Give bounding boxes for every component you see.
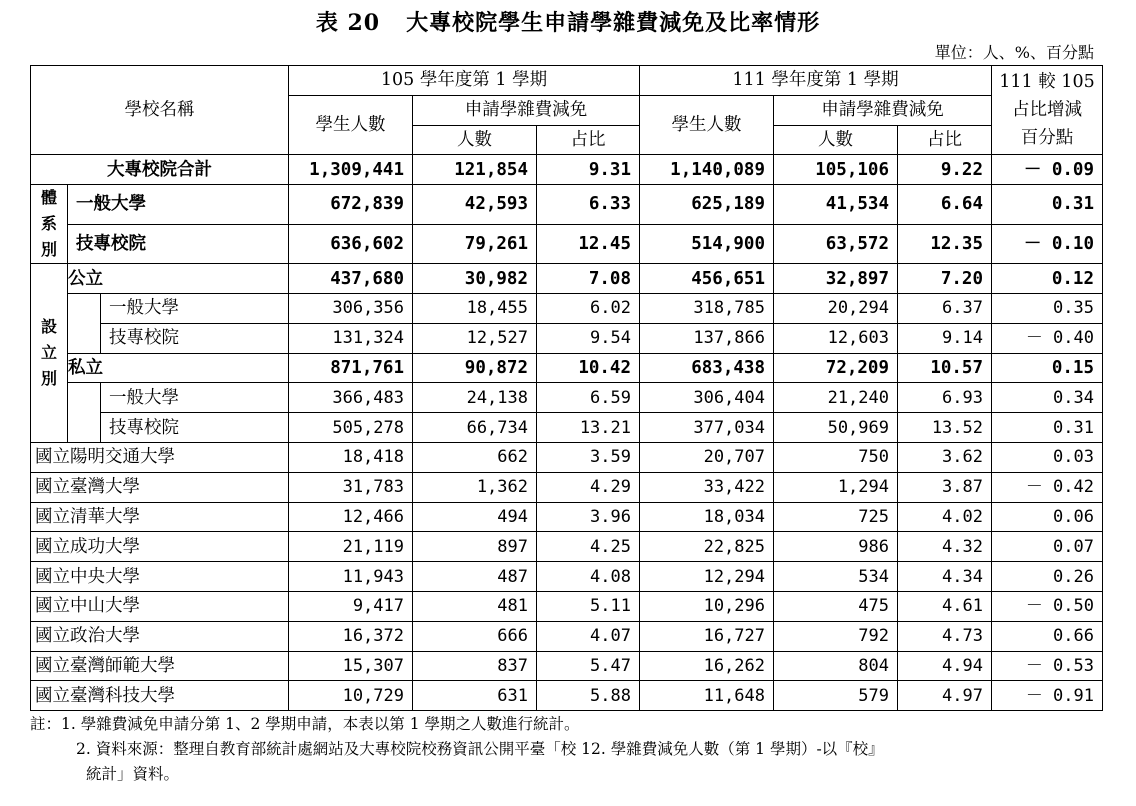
cell-s105: 11,943 [289,562,413,592]
cell-a105: 662 [413,442,537,472]
table-title [0,6,1136,37]
cell-s111: 16,727 [640,621,774,651]
row-label: 一般大學 [68,185,289,225]
cell-r105: 3.59 [537,442,640,472]
cell-a105: 66,734 [413,413,537,443]
cell-a105: 79,261 [413,224,537,264]
cell-s105: 505,278 [289,413,413,443]
side-label-establish [31,264,68,443]
cell-a111: 725 [774,502,898,532]
cell-s105: 437,680 [289,264,413,294]
cell-s111: 20,707 [640,442,774,472]
cell-r111: 6.64 [898,185,992,225]
cell-r111: 9.14 [898,323,992,353]
cell-r111: 6.93 [898,383,992,413]
cell-a105: 631 [413,681,537,711]
table-row [31,353,1103,383]
unit-label: 單位：人、%、百分點 [934,43,1094,62]
cell-r111: 4.73 [898,621,992,651]
cell-diff: － 0.10 [992,224,1103,264]
cell-a105: 487 [413,562,537,592]
header-diff [992,66,1103,155]
cell-diff: 0.31 [992,413,1103,443]
row-label: 國立臺灣師範大學 [31,651,289,681]
cell-s111: 514,900 [640,224,774,264]
table-row [31,224,1103,264]
cell-s105: 15,307 [289,651,413,681]
cell-s105: 366,483 [289,383,413,413]
cell-diff: － 0.42 [992,472,1103,502]
cell-diff: 0.31 [992,185,1103,225]
cell-s111: 456,651 [640,264,774,294]
cell-r105: 10.42 [537,353,640,383]
row-label: 技專校院 [101,413,289,443]
cell-r111: 4.94 [898,651,992,681]
cell-s105: 21,119 [289,532,413,562]
cell-diff: 0.07 [992,532,1103,562]
table-title-text: 大專校院學生申請學雜費減免及比率情形 [406,10,821,36]
table-row [31,532,1103,562]
row-label: 國立中山大學 [31,591,289,621]
row-label: 私立 [68,353,289,383]
row-label: 技專校院 [101,323,289,353]
table-row [31,185,1103,225]
cell-s105: 672,839 [289,185,413,225]
table-row [31,323,1103,353]
table-row [31,651,1103,681]
cell-r105: 6.59 [537,383,640,413]
table-row [31,562,1103,592]
cell-s105: 871,761 [289,353,413,383]
row-label: 大專校院合計 [31,155,289,185]
cell-a105: 12,527 [413,323,537,353]
side-label-system [31,185,68,264]
table-row [31,264,1103,294]
cell-r111: 4.02 [898,502,992,532]
row-label: 國立清華大學 [31,502,289,532]
header-students-105: 學生人數 [289,95,413,155]
cell-r105: 5.88 [537,681,640,711]
cell-s111: 318,785 [640,293,774,323]
cell-a105: 1,362 [413,472,537,502]
cell-diff: 0.66 [992,621,1103,651]
header-ratio-111: 占比 [898,125,992,155]
table-row [31,681,1103,711]
cell-a111: 750 [774,442,898,472]
header-students-111: 學生人數 [640,95,774,155]
cell-r105: 9.31 [537,155,640,185]
cell-r105: 6.02 [537,293,640,323]
cell-a111: 804 [774,651,898,681]
cell-r111: 3.62 [898,442,992,472]
cell-s111: 137,866 [640,323,774,353]
cell-s111: 33,422 [640,472,774,502]
cell-r111: 9.22 [898,155,992,185]
header-diff-line1: 111 較 105 [999,72,1095,93]
table-number: 表 20 [315,10,381,36]
footnote-1: 註：1. 學雜費減免申請分第 1、2 學期申請，本表以第 1 學期之人數進行統計。 [30,715,580,733]
cell-a105: 897 [413,532,537,562]
cell-s111: 10,296 [640,591,774,621]
cell-a105: 837 [413,651,537,681]
header-count-105: 人數 [413,125,537,155]
cell-a111: 32,897 [774,264,898,294]
cell-r105: 4.25 [537,532,640,562]
cell-s111: 22,825 [640,532,774,562]
cell-r105: 12.45 [537,224,640,264]
cell-a105: 481 [413,591,537,621]
row-label: 一般大學 [101,293,289,323]
cell-r105: 3.96 [537,502,640,532]
footnotes [30,712,884,787]
cell-s111: 1,140,089 [640,155,774,185]
header-ratio-105: 占比 [537,125,640,155]
row-label: 國立中央大學 [31,562,289,592]
cell-s105: 131,324 [289,323,413,353]
cell-a111: 475 [774,591,898,621]
cell-s111: 306,404 [640,383,774,413]
cell-diff: 0.15 [992,353,1103,383]
cell-s105: 306,356 [289,293,413,323]
side-label-system-text: 體系別 [40,188,57,260]
cell-r105: 4.29 [537,472,640,502]
cell-s105: 16,372 [289,621,413,651]
cell-diff: 0.35 [992,293,1103,323]
cell-r105: 9.54 [537,323,640,353]
cell-diff: 0.12 [992,264,1103,294]
cell-diff: 0.34 [992,383,1103,413]
row-label: 國立成功大學 [31,532,289,562]
header-period-105: 105 學年度第 1 學期 [289,66,640,96]
cell-r105: 4.07 [537,621,640,651]
header-diff-line3: 百分點 [1020,128,1074,149]
cell-s111: 12,294 [640,562,774,592]
cell-a111: 20,294 [774,293,898,323]
cell-diff: 0.03 [992,442,1103,472]
cell-r111: 4.34 [898,562,992,592]
cell-r111: 13.52 [898,413,992,443]
cell-a111: 792 [774,621,898,651]
cell-s105: 1,309,441 [289,155,413,185]
table-row [31,155,1103,185]
row-label: 國立政治大學 [31,621,289,651]
cell-r111: 4.97 [898,681,992,711]
table-row [31,621,1103,651]
cell-r111: 6.37 [898,293,992,323]
cell-r111: 4.32 [898,532,992,562]
cell-s111: 11,648 [640,681,774,711]
table-row [31,383,1103,413]
table-row [31,413,1103,443]
cell-s105: 12,466 [289,502,413,532]
cell-r105: 6.33 [537,185,640,225]
cell-s111: 16,262 [640,651,774,681]
cell-s111: 683,438 [640,353,774,383]
row-label: 國立臺灣大學 [31,472,289,502]
row-label: 技專校院 [68,224,289,264]
table-row [31,502,1103,532]
cell-r105: 5.47 [537,651,640,681]
cell-r111: 3.87 [898,472,992,502]
cell-r111: 4.61 [898,591,992,621]
header-diff-line2: 占比增減 [1012,100,1082,121]
cell-s111: 377,034 [640,413,774,443]
cell-diff: － 0.91 [992,681,1103,711]
indent-cell [68,293,101,353]
cell-r105: 13.21 [537,413,640,443]
table-row [31,591,1103,621]
cell-diff: 0.06 [992,502,1103,532]
cell-r105: 7.08 [537,264,640,294]
footnote-2-cont: 統計」資料。 [86,765,180,783]
cell-s105: 18,418 [289,442,413,472]
row-label: 國立陽明交通大學 [31,442,289,472]
cell-a111: 50,969 [774,413,898,443]
cell-a111: 12,603 [774,323,898,353]
cell-r111: 10.57 [898,353,992,383]
cell-r111: 7.20 [898,264,992,294]
cell-a111: 534 [774,562,898,592]
cell-diff: － 0.09 [992,155,1103,185]
cell-s105: 31,783 [289,472,413,502]
cell-a105: 18,455 [413,293,537,323]
row-label: 國立臺灣科技大學 [31,681,289,711]
cell-r105: 5.11 [537,591,640,621]
cell-a105: 42,593 [413,185,537,225]
header-apply-105: 申請學雜費減免 [413,95,640,125]
header-count-111: 人數 [774,125,898,155]
table-row [31,293,1103,323]
header-school-name: 學校名稱 [31,66,289,155]
waiver-table [30,65,1103,711]
cell-a111: 1,294 [774,472,898,502]
cell-s105: 10,729 [289,681,413,711]
cell-a105: 121,854 [413,155,537,185]
cell-s105: 9,417 [289,591,413,621]
cell-s111: 625,189 [640,185,774,225]
cell-s111: 18,034 [640,502,774,532]
cell-diff: － 0.53 [992,651,1103,681]
cell-a111: 72,209 [774,353,898,383]
cell-a111: 579 [774,681,898,711]
cell-a111: 41,534 [774,185,898,225]
cell-a111: 21,240 [774,383,898,413]
cell-a111: 63,572 [774,224,898,264]
table-row [31,442,1103,472]
footnote-2: 2. 資料來源：整理自教育部統計處網站及大專校院校務資訊公開平臺「校 12. 學雜費減免人數（第 1 學期）-以『校』 [76,740,884,758]
cell-a105: 24,138 [413,383,537,413]
header-period-111: 111 學年度第 1 學期 [640,66,992,96]
cell-a105: 494 [413,502,537,532]
side-label-establish-text: 設立別 [40,317,57,389]
cell-r111: 12.35 [898,224,992,264]
cell-r105: 4.08 [537,562,640,592]
row-label: 公立 [68,264,289,294]
cell-a105: 90,872 [413,353,537,383]
row-label: 一般大學 [101,383,289,413]
cell-a111: 986 [774,532,898,562]
cell-a105: 30,982 [413,264,537,294]
header-apply-111: 申請學雜費減免 [774,95,992,125]
cell-s105: 636,602 [289,224,413,264]
cell-diff: 0.26 [992,562,1103,592]
table-row [31,472,1103,502]
cell-diff: － 0.50 [992,591,1103,621]
cell-a111: 105,106 [774,155,898,185]
indent-cell [68,383,101,443]
cell-a105: 666 [413,621,537,651]
cell-diff: － 0.40 [992,323,1103,353]
